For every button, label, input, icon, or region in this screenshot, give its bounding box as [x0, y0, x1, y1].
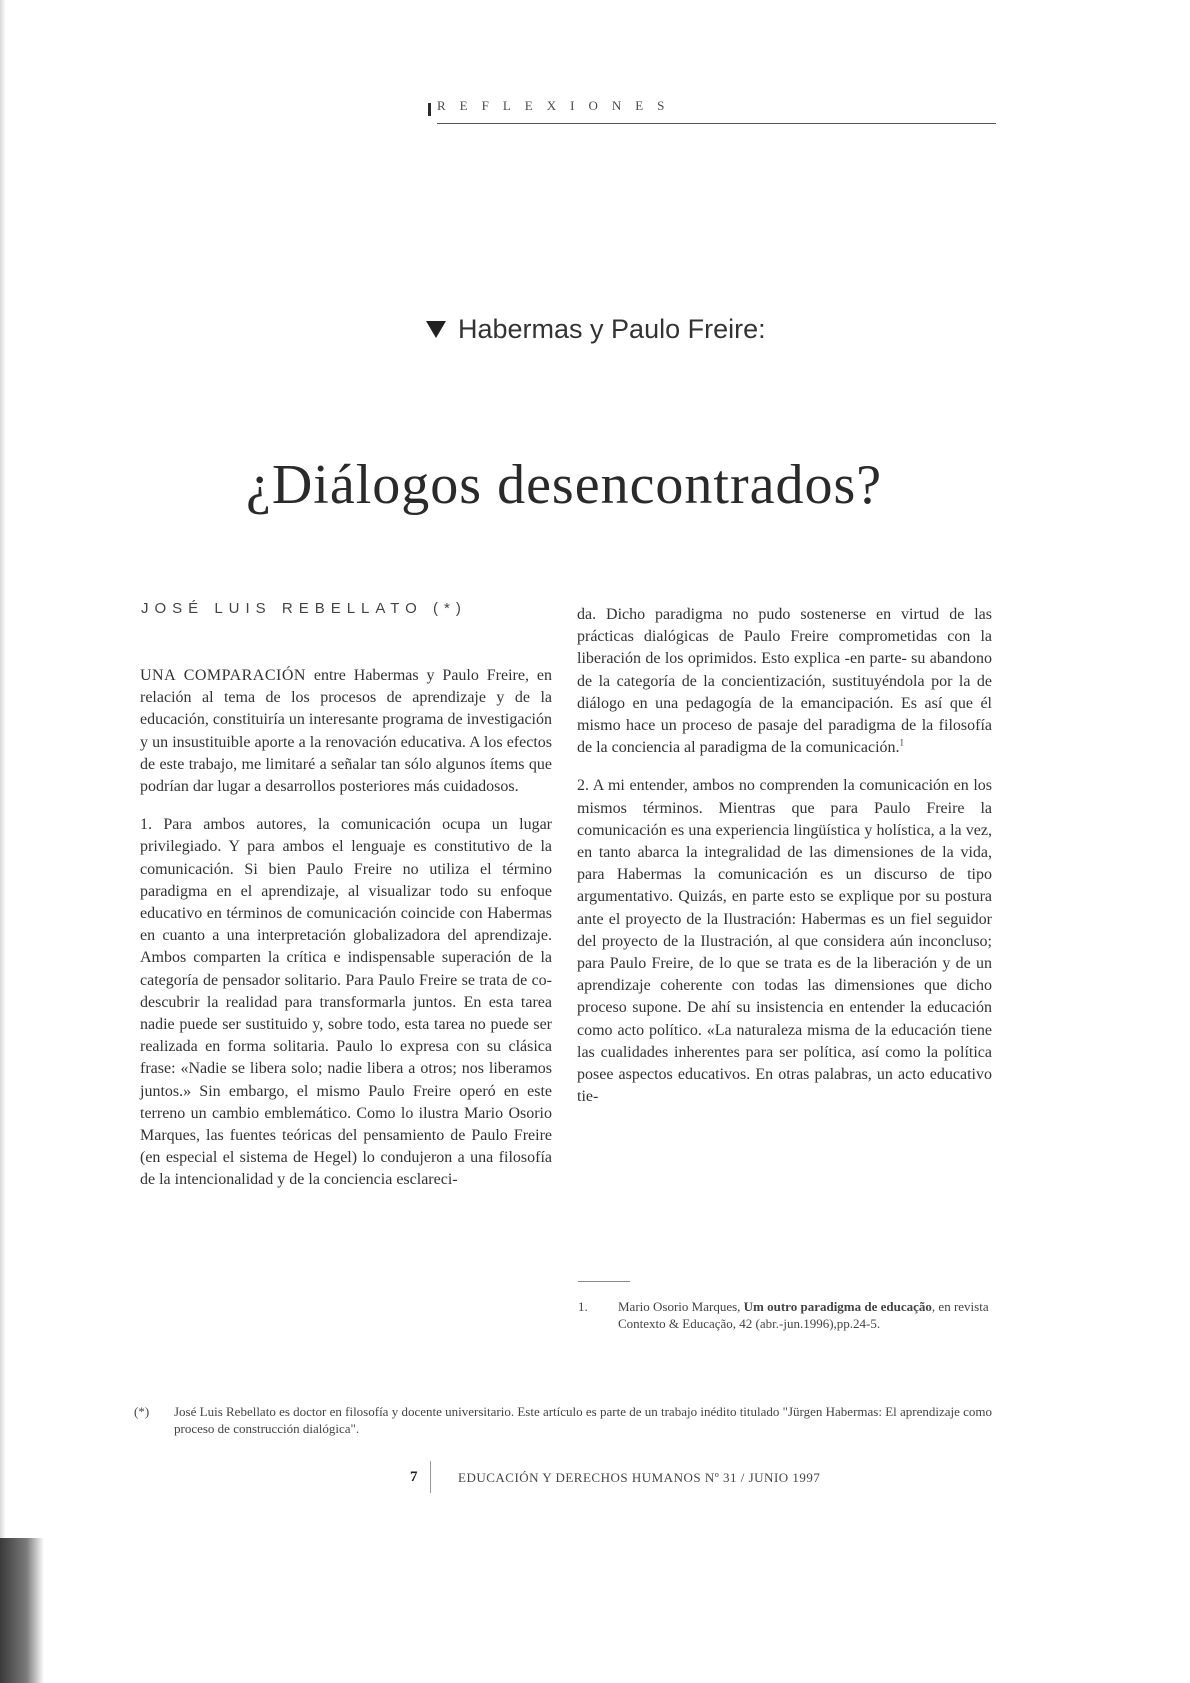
author-footnote-mark: (*) [134, 1404, 150, 1419]
journal-reference: EDUCACIÓN Y DERECHOS HUMANOS Nº 31 / JUNIO 1997 [458, 1470, 821, 1485]
footnote-author: Mario Osorio Marques, [618, 1299, 744, 1314]
footnote-1 [578, 1298, 998, 1332]
right-column [577, 604, 992, 1124]
left-column [140, 665, 552, 1208]
article-subtitle [426, 314, 986, 345]
continuation-text: da. Dicho paradigma no pudo sostenerse en virtud de las prácticas dialógicas de Paulo Freire comprometidas con la liberación de los oprimidos. Esto explica -en parte- su abandono de la categoría de la concientización, sustituyéndola por la de diálogo en una pedagogía de la emancipación. Es así que él mismo hace un proceso de pasaje del paradigma de la filosofía de la conciencia al paradigma de la comunicación. [577, 606, 992, 757]
page-number: 7 [410, 1469, 418, 1485]
scan-shadow [0, 1538, 44, 1683]
section-label: REFLEXIONES [437, 98, 679, 113]
scan-edge [0, 0, 6, 1683]
footnote-ref-1: 1 [899, 737, 905, 748]
intro-paragraph [140, 665, 552, 798]
section-rule [437, 123, 996, 124]
footnote-text [618, 1298, 998, 1332]
article-title: ¿Diálogos desencontrados? [246, 454, 883, 516]
page-footer [410, 1469, 910, 1493]
intro-text: entre Habermas y Paulo Freire, en relación al tema de los procesos de aprendizaje y de la educación, constituiría un interesante programa de investigación y un insustituible aporte a la renovación educativa. A los efectos de este trabajo, me limitaré a señalar tan sólo algunos ítems que podrían dar lugar a desarrollos posteriores más cuidadosos. [140, 667, 552, 796]
section-header [428, 98, 996, 128]
footer-divider [430, 1461, 431, 1493]
footnote-work: Um outro paradigma de educação [743, 1299, 932, 1314]
section-bar [428, 103, 431, 116]
intro-caps: UNA COMPARACIÓN [140, 667, 306, 684]
paragraph-2: 2. A mi entender, ambos no comprenden la comunicación en los mismos términos. Mientras que para Paulo Freire la comunicación es una experiencia lingüística y holística, a la vez, en tanto abarca la integralidad de las dimensiones de la vida, para Habermas la comunicación es un discurso de tipo argumentativo. Quizás, en parte esto se explique por su postura ante el proyecto de la Ilustración: Habermas es un fiel seguidor del proyecto de la Ilustración, al que considera aún inconcluso; para Paulo Freire, de lo que se trata es de la liberación y de un aprendizaje coherente con todas las dimensiones que dicho proceso supone. De ahí su insistencia en entender la educación como acto político. «La naturaleza misma de la educación tiene las cualidades inherentes para ser política, así como la política posee aspectos educativos. En otras palabras, un acto educativo tie- [577, 777, 992, 1106]
author-footnote-text: José Luis Rebellato es doctor en filosofía y docente universitario. Este artículo es parte de un trabajo inédito titulado "Jürgen Habermas: El aprendizaje como proceso de construcción dialógica". [174, 1404, 993, 1436]
footnote-rest: , en revista Contexto & Educação, 42 (abr.-jun.1996),pp.24-5. [618, 1299, 989, 1331]
paragraph-continuation [577, 604, 992, 759]
footnote-number: 1. [578, 1299, 588, 1314]
article-author: JOSÉ LUIS REBELLATO (*) [141, 600, 467, 617]
footnote-rule [578, 1281, 630, 1282]
paragraph-1: 1. Para ambos autores, la comunicación ocupa un lugar privilegiado. Y para ambos el lenguaje es constitutivo de la comunicación. Si bien Paulo Freire no utiliza el término paradigma en el aprendizaje, al visualizar todo su enfoque educativo en términos de comunicación coincide con Habermas en cuanto a una interpretación globalizadora del aprendizaje. Ambos comparten la crítica e indispensable superación de la categoría de pensador solitario. Para Paulo Freire se trata de co-descubrir la realidad para transformarla juntos. En esta tarea nadie puede ser sustituido y, sobre todo, esta tarea no puede ser realizada en forma solitaria. Paulo lo expresa con su clásica frase: «Nadie se libera solo; nadie libera a otros; nos liberamos juntos.» Sin embargo, el mismo Paulo Freire operó en este terreno un cambio emblemático. Como lo ilustra Mario Osorio Marques, las fuentes teóricas del pensamiento de Paulo Freire (en especial el sistema de Hegel) lo condujeron a una filosofía de la intencionalidad y de la conciencia esclareci- [140, 816, 552, 1189]
author-footnote [134, 1403, 1014, 1437]
triangle-down-icon [426, 321, 446, 338]
subtitle-text: Habermas y Paulo Freire: [458, 314, 766, 344]
